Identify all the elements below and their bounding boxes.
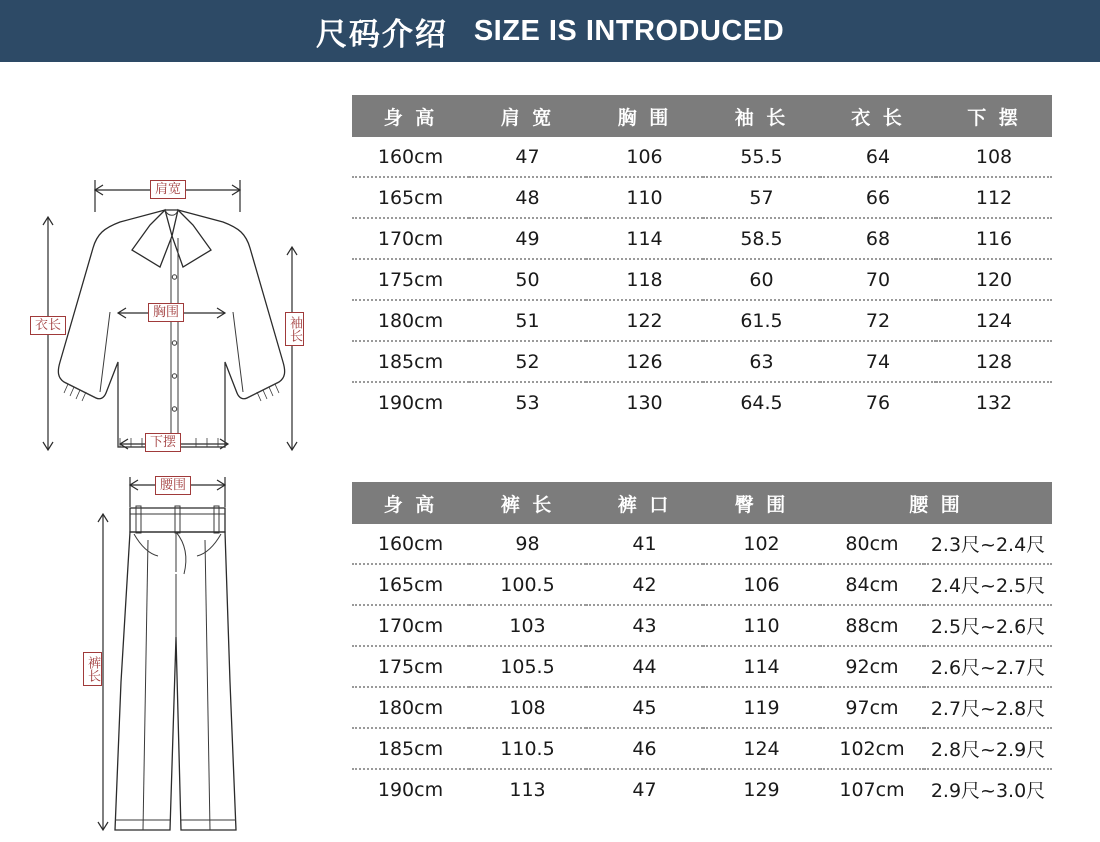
- cell: 2.6尺~2.7尺: [924, 646, 1052, 687]
- cell: 160cm: [352, 137, 469, 177]
- table-row: [352, 564, 1052, 605]
- cell: 112: [936, 177, 1052, 218]
- label-sleeve-length: 袖长: [285, 312, 304, 346]
- cell: 41: [586, 524, 703, 564]
- table-row: [352, 137, 1052, 177]
- jacket-illustration: [0, 62, 340, 452]
- cell: 2.3尺~2.4尺: [924, 524, 1052, 564]
- cell: 110: [586, 177, 703, 218]
- cell: 92cm: [820, 646, 924, 687]
- cell: 165cm: [352, 177, 469, 218]
- jacket-section: [0, 62, 1100, 452]
- cell: 190cm: [377, 391, 444, 414]
- jacket-figure: [0, 62, 340, 452]
- cell: 110: [703, 605, 820, 646]
- cell: 105.5: [469, 646, 586, 687]
- cell: 116: [936, 218, 1052, 259]
- table-row: [352, 728, 1052, 769]
- cell: 130: [626, 391, 663, 414]
- cell: 48: [469, 177, 586, 218]
- page-header: [0, 0, 1100, 62]
- cell: 107cm: [839, 778, 905, 801]
- table-row: [352, 300, 1052, 341]
- cell: 61.5: [703, 300, 820, 341]
- table-row: [352, 218, 1052, 259]
- cell: 2.9尺~3.0尺: [930, 780, 1046, 802]
- cell: 108: [936, 137, 1052, 177]
- cell: 49: [469, 218, 586, 259]
- cell: 2.8尺~2.9尺: [924, 728, 1052, 769]
- cell: 185cm: [352, 728, 469, 769]
- cell: 80cm: [820, 524, 924, 564]
- cell: 100.5: [469, 564, 586, 605]
- cell: 175cm: [352, 259, 469, 300]
- cell: 114: [586, 218, 703, 259]
- cell: 47: [469, 137, 586, 177]
- cell: 42: [586, 564, 703, 605]
- label-shoulder-width: 肩宽: [150, 180, 186, 199]
- cell: 50: [469, 259, 586, 300]
- cell: 122: [586, 300, 703, 341]
- table-header-row: [352, 95, 1052, 137]
- column-header: 裤 长: [469, 482, 586, 524]
- table-row: [352, 177, 1052, 218]
- cell: 2.5尺~2.6尺: [924, 605, 1052, 646]
- cell: 98: [469, 524, 586, 564]
- table-row: [352, 605, 1052, 646]
- pants-illustration: [0, 452, 340, 837]
- cell: 97cm: [820, 687, 924, 728]
- pants-table-wrap: [352, 482, 1052, 809]
- column-header: 腰 围: [820, 482, 1052, 524]
- column-header: 肩 宽: [469, 95, 586, 137]
- cell: 185cm: [352, 341, 469, 382]
- cell: 63: [703, 341, 820, 382]
- cell: 129: [743, 778, 780, 801]
- cell: 70: [820, 259, 936, 300]
- page-title-en: SIZE IS INTRODUCED: [473, 14, 785, 47]
- jacket-size-table: [352, 95, 1052, 422]
- cell: 170cm: [352, 218, 469, 259]
- cell: 118: [586, 259, 703, 300]
- table-row: [352, 341, 1052, 382]
- cell: 124: [936, 300, 1052, 341]
- column-header: 臀 围: [703, 482, 820, 524]
- label-hem: 下摆: [145, 433, 181, 452]
- cell: 43: [586, 605, 703, 646]
- cell: 76: [865, 391, 891, 414]
- cell: 52: [469, 341, 586, 382]
- cell: 110.5: [469, 728, 586, 769]
- cell: 55.5: [703, 137, 820, 177]
- cell: 2.4尺~2.5尺: [924, 564, 1052, 605]
- cell: 2.7尺~2.8尺: [924, 687, 1052, 728]
- table-row: [352, 382, 1052, 422]
- cell: 170cm: [352, 605, 469, 646]
- cell: 102: [703, 524, 820, 564]
- cell: 190cm: [377, 778, 444, 801]
- cell: 180cm: [352, 300, 469, 341]
- cell: 46: [586, 728, 703, 769]
- jacket-table-wrap: [352, 95, 1052, 422]
- cell: 103: [469, 605, 586, 646]
- cell: 64.5: [740, 391, 783, 414]
- cell: 106: [586, 137, 703, 177]
- column-header: 裤 口: [586, 482, 703, 524]
- cell: 119: [703, 687, 820, 728]
- cell: 88cm: [820, 605, 924, 646]
- label-pants-length: 裤长: [83, 652, 102, 686]
- cell: 102cm: [820, 728, 924, 769]
- cell: 60: [703, 259, 820, 300]
- cell: 72: [820, 300, 936, 341]
- cell: 108: [469, 687, 586, 728]
- table-row: [352, 646, 1052, 687]
- label-waist: 腰围: [155, 476, 191, 495]
- cell: 45: [586, 687, 703, 728]
- column-header: 身 高: [352, 95, 469, 137]
- table-row: [352, 259, 1052, 300]
- cell: 160cm: [352, 524, 469, 564]
- column-header: 身 高: [352, 482, 469, 524]
- column-header: 胸 围: [586, 95, 703, 137]
- cell: 106: [703, 564, 820, 605]
- table-row: [352, 687, 1052, 728]
- cell: 120: [936, 259, 1052, 300]
- cell: 124: [703, 728, 820, 769]
- cell: 180cm: [352, 687, 469, 728]
- cell: 74: [820, 341, 936, 382]
- cell: 53: [515, 391, 540, 414]
- table-row: [352, 769, 1052, 809]
- column-header: 下 摆: [936, 95, 1052, 137]
- pants-figure: [0, 452, 340, 837]
- cell: 84cm: [820, 564, 924, 605]
- cell: 64: [820, 137, 936, 177]
- cell: 68: [820, 218, 936, 259]
- cell: 66: [820, 177, 936, 218]
- cell: 44: [586, 646, 703, 687]
- cell: 132: [975, 391, 1013, 414]
- cell: 113: [509, 778, 546, 801]
- cell: 58.5: [703, 218, 820, 259]
- column-header: 衣 长: [820, 95, 936, 137]
- cell: 126: [586, 341, 703, 382]
- column-header: 袖 长: [703, 95, 820, 137]
- cell: 47: [632, 778, 657, 801]
- pants-section: [0, 452, 1100, 837]
- label-chest: 胸围: [148, 303, 184, 322]
- pants-size-table: [352, 482, 1052, 809]
- cell: 128: [936, 341, 1052, 382]
- cell: 114: [703, 646, 820, 687]
- page-title-cn: 尺码介绍: [315, 16, 448, 53]
- table-row: [352, 524, 1052, 564]
- cell: 165cm: [352, 564, 469, 605]
- label-body-length: 衣长: [30, 316, 66, 335]
- cell: 57: [703, 177, 820, 218]
- cell: 51: [469, 300, 586, 341]
- cell: 175cm: [352, 646, 469, 687]
- table-header-row: [352, 482, 1052, 524]
